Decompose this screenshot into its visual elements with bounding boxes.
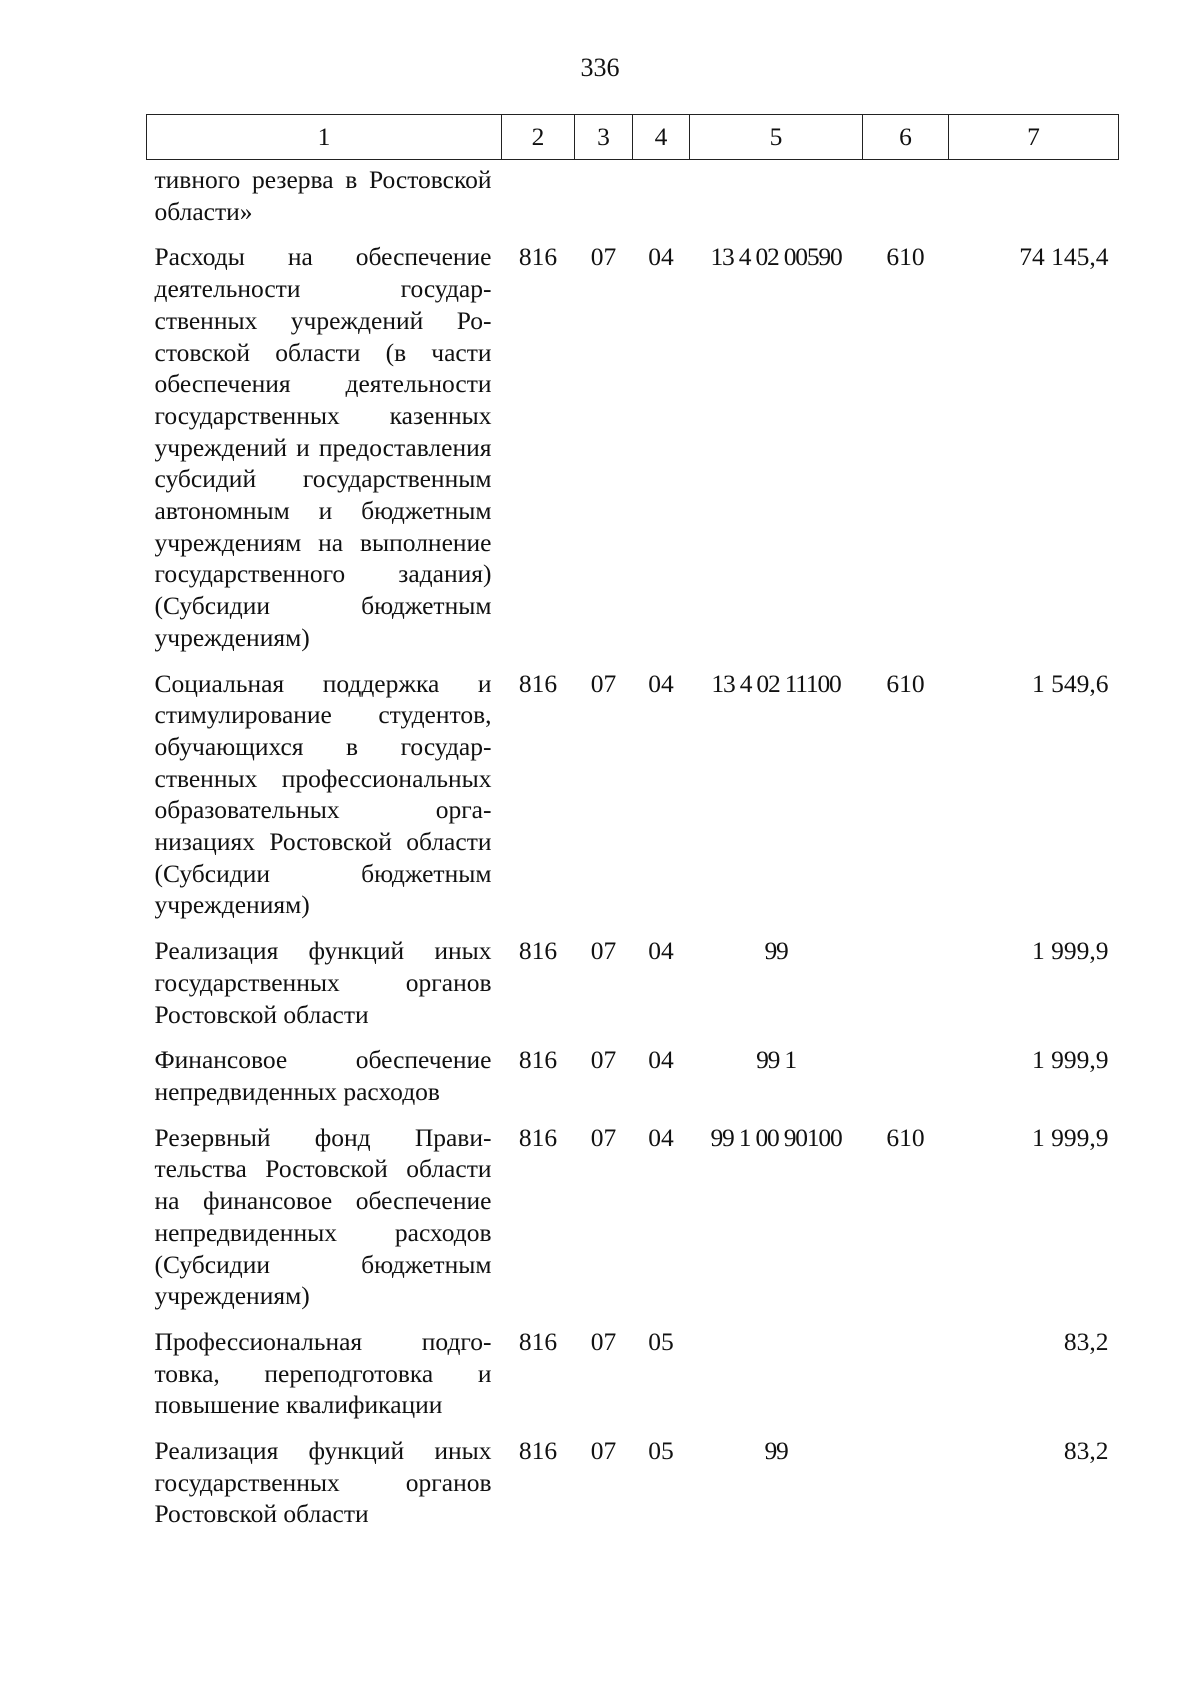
row-name: Социальная поддержка и стимулирование студентов, обучающихся в государственных профессиональных образовательных организациях Ростовской области (Субсидии бюджетным учреждениям) [154,668,492,920]
page-number: 336 [580,53,620,82]
header-cell-name: 1 [147,115,502,160]
row-section: 07 [590,1436,617,1466]
row-expense-type: 610 [886,668,925,698]
row-target-article: 13 4 02 11100 [711,668,841,698]
row-target-article: 99 [764,1436,788,1466]
header-row [147,115,1119,160]
table-row [147,1122,1119,1326]
row-name: Финансовое обеспечение непредвиденных расходов [154,1045,492,1106]
row-name: Расходы на обеспечение деятельности государственных учреждений Ростовской области (в части обеспечения деятельности государственных казенных учреждений и предоставления субсидий государственным автономным и бюджетным учреждениям на выполнение государственного задания) (Субсидии бюджетным учреждениям) [154,242,492,652]
header-cell-amount: 7 [949,115,1119,160]
row-subsection [633,160,690,242]
row-ministry: 816 [518,242,558,272]
row-section: 07 [590,242,617,272]
row-target-article: 13 4 02 00590 [710,242,842,272]
row-name: Реализация функций иных государственных органов Ростовской области [154,1436,492,1529]
row-target-article: 99 1 00 90100 [710,1122,842,1152]
row-ministry: 816 [518,1436,558,1466]
row-amount: 83,2 [1063,1436,1109,1466]
table-row [147,668,1119,936]
budget-table [146,114,1119,1544]
table-row [147,160,1119,242]
row-target-article [690,1326,863,1435]
row-name: Профессиональная подготовка, переподготовка и повышение квалификации [154,1326,492,1420]
row-name: Реализация функций иных государственных органов Ростовской области [154,936,492,1029]
row-amount: 83,2 [1063,1326,1109,1356]
row-target-article: 99 1 [756,1045,796,1075]
table-row [147,935,1119,1044]
header-cell-subsection: 4 [633,115,690,160]
header-cell-ministry: 2 [502,115,575,160]
table-row [147,1326,1119,1435]
row-subsection: 04 [648,1122,674,1152]
header-cell-expense-type: 6 [863,115,949,160]
header-cell-target-article: 5 [690,115,863,160]
table-header [147,115,1119,160]
row-section: 07 [590,1326,617,1356]
row-section: 07 [590,936,617,966]
row-target-article [690,160,863,242]
row-subsection: 04 [648,1045,674,1075]
row-expense-type [863,1044,949,1121]
row-expense-type: 610 [886,242,925,272]
row-subsection: 04 [648,242,674,272]
table-row [147,241,1119,667]
row-name: Резервный фонд Правительства Ростовской области на финансовое обеспечение непредвиденных расходов (Субсидии бюджетным учреждениям) [154,1122,492,1311]
row-ministry: 816 [518,668,558,698]
header-cell-section: 3 [575,115,633,160]
row-section: 07 [590,668,617,698]
table-row [147,1435,1119,1544]
row-ministry: 816 [518,1122,558,1152]
row-section [575,160,633,242]
row-section: 07 [590,1045,617,1075]
row-subsection: 05 [648,1326,674,1356]
row-subsection: 04 [648,668,674,698]
row-ministry: 816 [518,1326,558,1356]
row-amount: 1 549,6 [1032,668,1109,698]
row-amount [949,160,1119,242]
row-subsection: 04 [648,936,674,966]
row-subsection: 05 [648,1436,674,1466]
row-amount: 74 145,4 [1019,242,1109,272]
row-name: тивного резерва в Ростовской области» [154,165,492,226]
row-ministry: 816 [518,1045,558,1075]
row-expense-type: 610 [886,1122,925,1152]
row-section: 07 [590,1122,617,1152]
row-amount: 1 999,9 [1032,1045,1109,1075]
row-target-article: 99 [764,936,788,966]
row-expense-type [863,1326,949,1435]
row-amount: 1 999,9 [1032,936,1109,966]
table-body [147,160,1119,1545]
row-amount: 1 999,9 [1032,1122,1109,1152]
row-ministry: 816 [518,936,558,966]
row-ministry [502,160,575,242]
row-expense-type [863,935,949,1044]
table-row [147,1044,1119,1121]
row-expense-type [863,1435,949,1544]
row-expense-type [863,160,949,242]
